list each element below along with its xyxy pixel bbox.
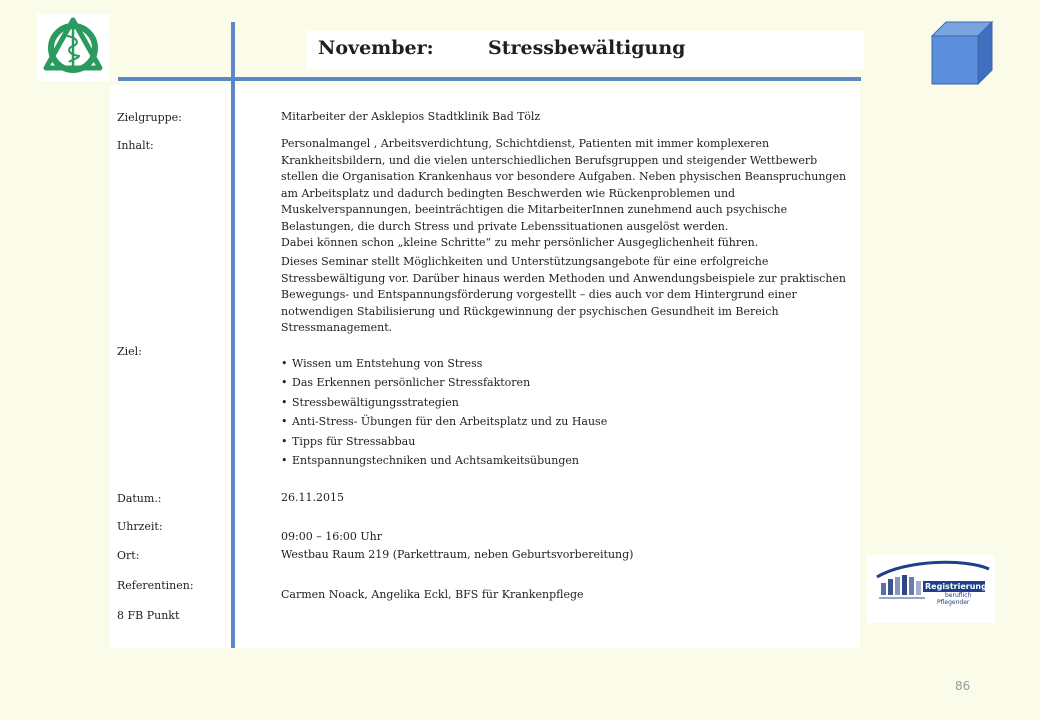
asklepios-logo-icon — [37, 14, 110, 81]
page-title: Stressbewältigung — [488, 37, 686, 59]
registration-logo — [867, 555, 995, 623]
inhalt-paragraph-3: Dieses Seminar stellt Möglichkeiten und Unterstützungsangebote für eine erfolgreiche Stressbewältigung vor. Darüber hinaus werden Methoden und Anwendungsbeispiele zur praktischen Bewegungs- und Entspannungsförderung vorgestellt – dies auch vor dem Hintergrund einer notwendigen Stabilisierung und Rückgewinnung der psychischen Gesundheit im Bereich Stressmanagement. — [281, 255, 847, 334]
uhrzeit-value: 09:00 – 16:00 Uhr — [281, 530, 383, 543]
label-datum: Datum.: — [117, 492, 162, 505]
inhalt-paragraph-2: Dabei können schon „kleine Schritte“ zu mehr persönlicher Ausgeglichenheit führen. — [281, 236, 759, 249]
list-item: • Anti-Stress- Übungen für den Arbeitsplatz und zu Hause — [281, 414, 607, 433]
inhalt-paragraph-1: Personalmangel , Arbeitsverdichtung, Schichtdienst, Patienten mit immer komplexeren Krankheitsbildern, und die vielen unterschiedlichen Berufsgruppen und steigender Wettbewerb stellen die Organisation Krankenhaus vor besondere Aufgaben. Neben physischen Beanspruchungen am Arbeitsplatz und dadurch bedingten Beschwerden wie Rückenproblemen und Muskelverspannungen, beeinträchtigen die MitarbeiterInnen zunehmend auch psychische Belastungen, die durch Stress und private Lebenssituationen ausgelöst werden. — [281, 137, 847, 233]
referentinnen-value: Carmen Noack, Angelika Eckl, BFS für Krankenpflege — [281, 588, 584, 601]
label-fb-punkt: 8 FB Punkt — [117, 609, 180, 622]
ziel-list — [281, 356, 607, 472]
label-ziel: Ziel: — [117, 345, 142, 358]
label-inhalt: Inhalt: — [117, 139, 154, 152]
asklepios-logo — [37, 14, 110, 81]
label-zielgruppe: Zielgruppe: — [117, 111, 182, 124]
vertical-rule — [231, 22, 235, 648]
blue-cube-icon — [930, 20, 994, 86]
label-ort: Ort: — [117, 549, 140, 562]
title-month: November: — [318, 37, 434, 59]
list-item: • Das Erkennen persönlicher Stressfaktoren — [281, 375, 607, 394]
list-item: • Entspannungstechniken und Achtsamkeitsübungen — [281, 453, 607, 472]
horizontal-rule — [118, 77, 861, 81]
ort-value: Westbau Raum 219 (Parkettraum, neben Geburtsvorbereitung) — [281, 548, 634, 561]
list-item: • Tipps für Stressabbau — [281, 434, 607, 453]
registration-logo-sub1: beruflich — [945, 592, 972, 599]
datum-value: 26.11.2015 — [281, 491, 344, 504]
registration-logo-title: Registrierung — [925, 582, 987, 591]
page-number: 86 — [955, 679, 971, 693]
label-referentinnen: Referentinen: — [117, 579, 194, 592]
list-item: • Wissen um Entstehung von Stress — [281, 356, 607, 375]
label-uhrzeit: Uhrzeit: — [117, 520, 163, 533]
zielgruppe-value: Mitarbeiter der Asklepios Stadtklinik Bad Tölz — [281, 110, 541, 123]
registration-logo-sub2: Pflegender — [937, 599, 970, 606]
list-item: • Stressbewältigungsstrategien — [281, 395, 607, 414]
